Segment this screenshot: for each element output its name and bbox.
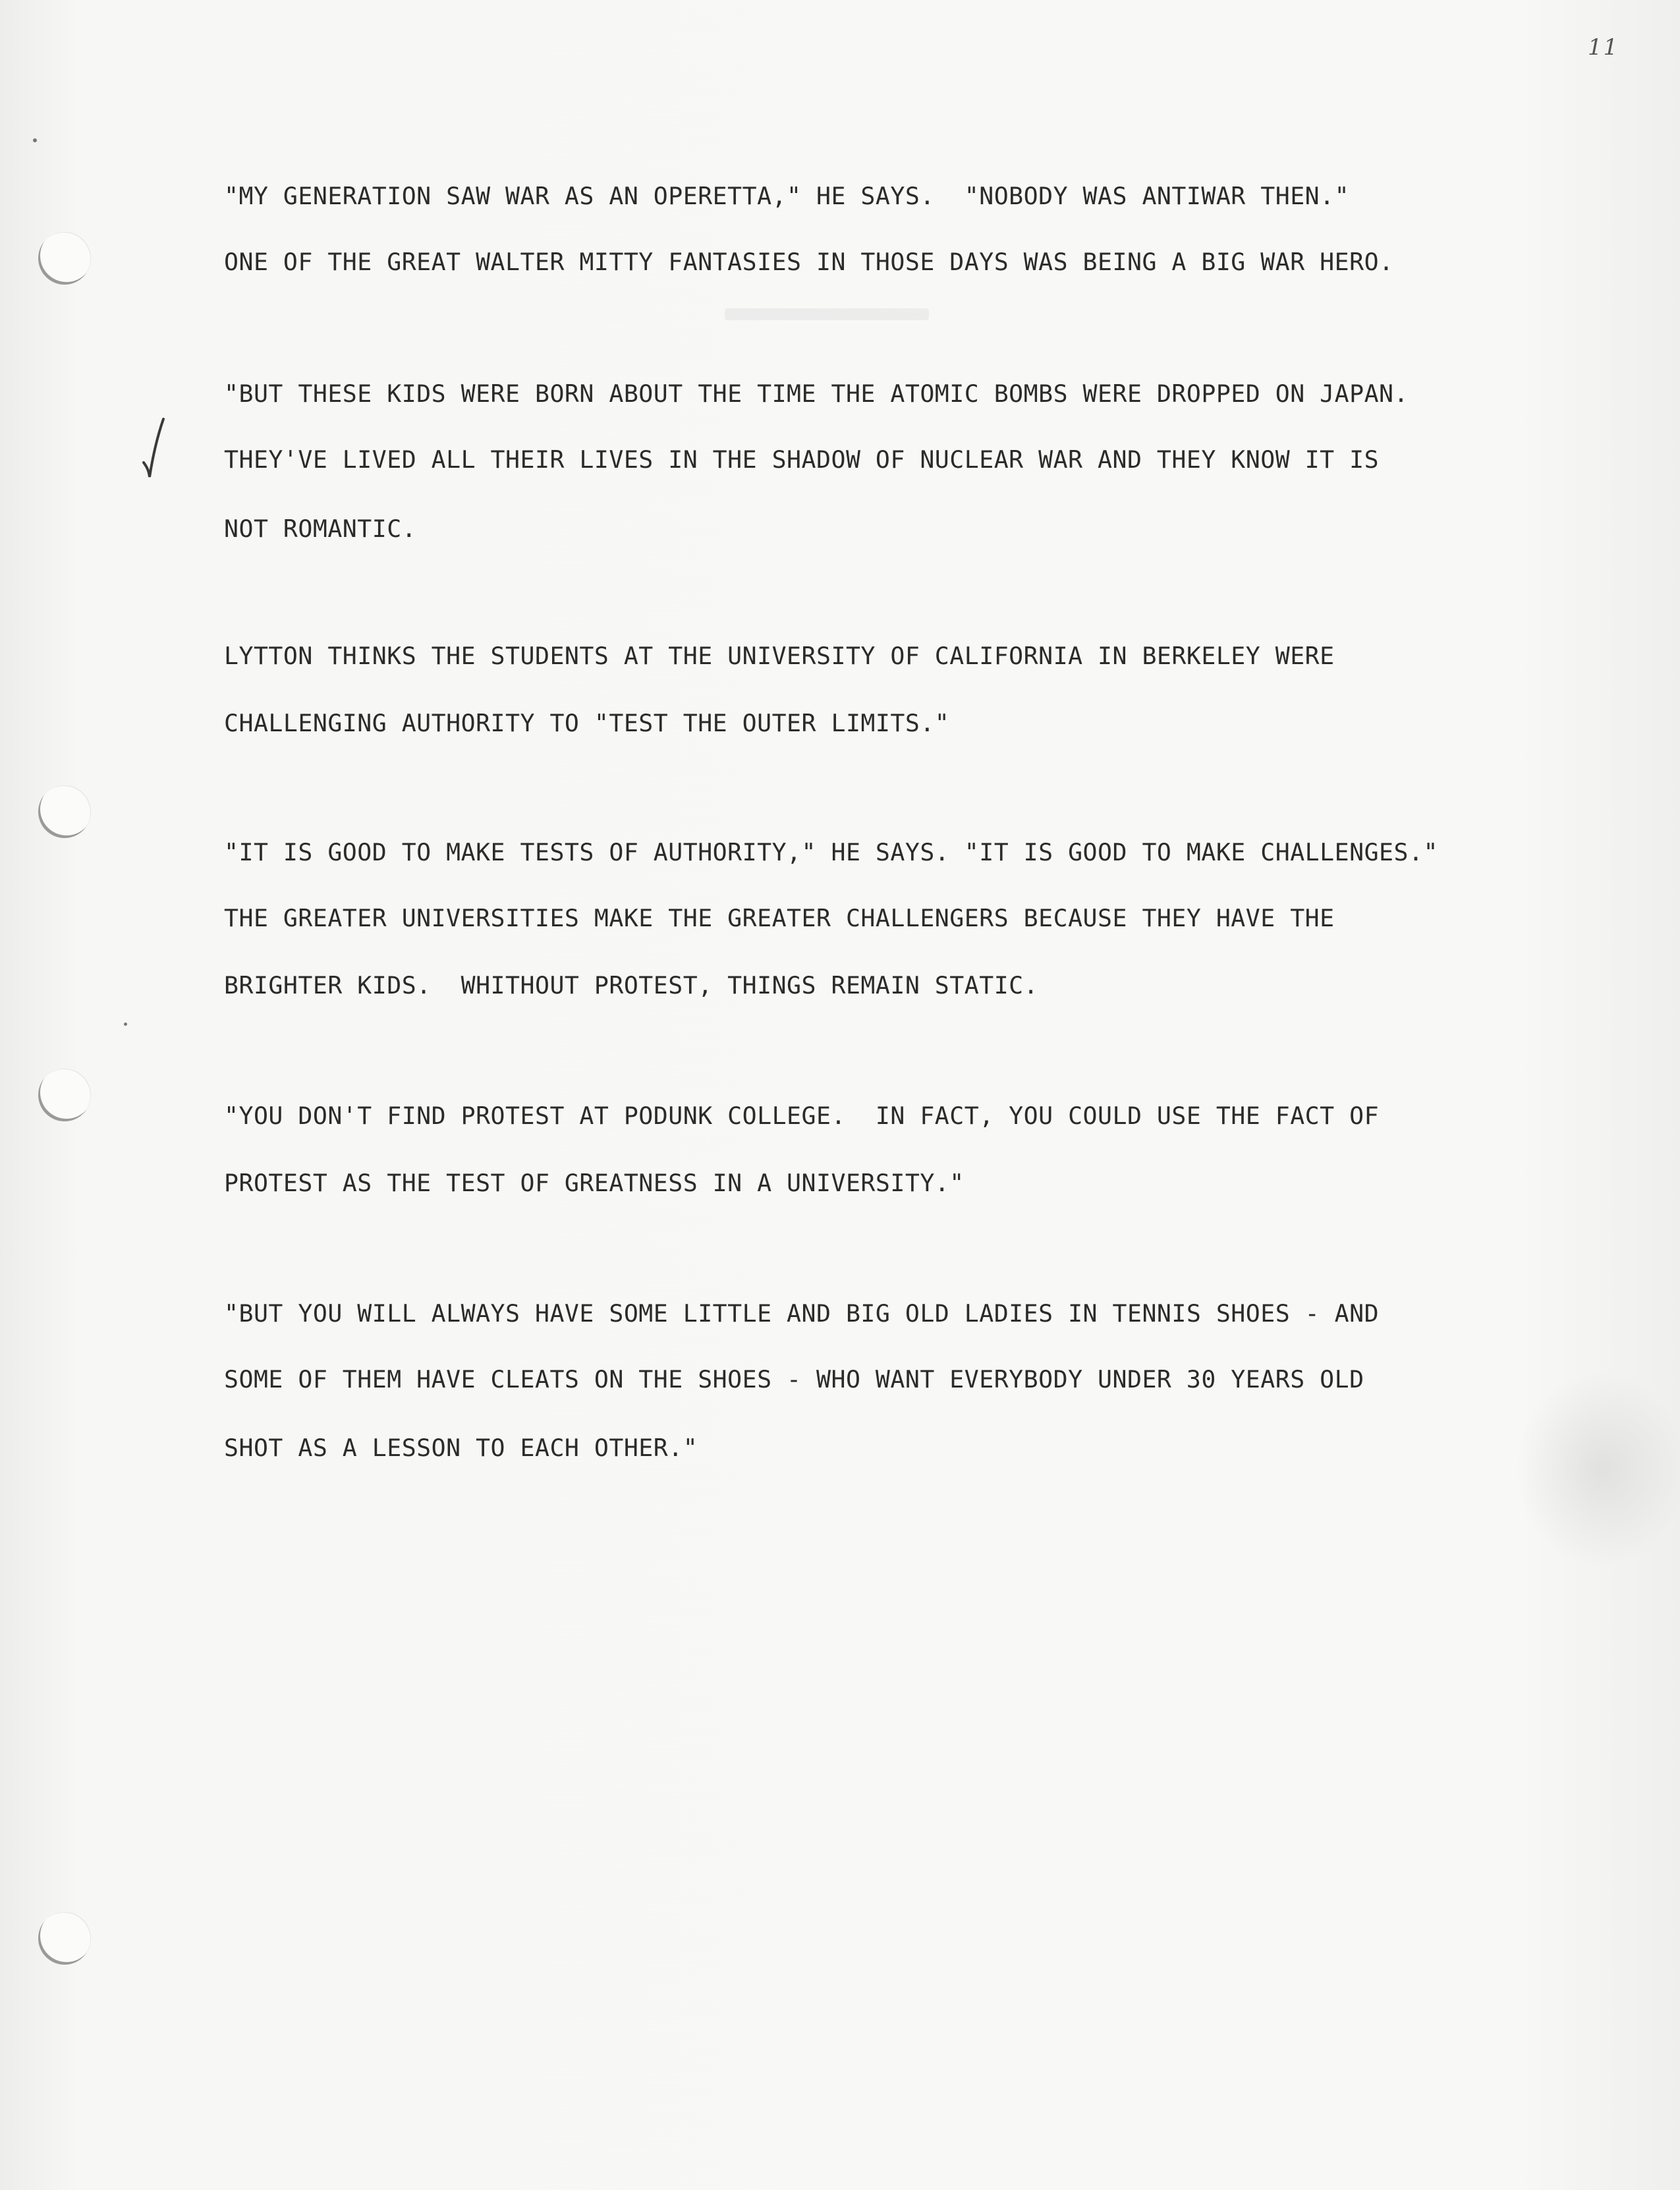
text-line: "YOU DON'T FIND PROTEST AT PODUNK COLLEGE. IN FACT, YOU COULD USE THE FACT OF xyxy=(224,1102,1380,1130)
text-line: "IT IS GOOD TO MAKE TESTS OF AUTHORITY," HE SAYS. "IT IS GOOD TO MAKE CHALLENGES." xyxy=(224,838,1438,866)
text-line: PROTEST AS THE TEST OF GREATNESS IN A UNIVERSITY." xyxy=(224,1169,965,1197)
text-line: THEY'VE LIVED ALL THEIR LIVES IN THE SHADOW OF NUCLEAR WAR AND THEY KNOW IT IS xyxy=(224,445,1380,474)
text-line: LYTTON THINKS THE STUDENTS AT THE UNIVERSITY OF CALIFORNIA IN BERKELEY WERE xyxy=(224,642,1335,670)
page-number: 11 xyxy=(1588,34,1619,61)
binder-hole-2 xyxy=(38,785,91,838)
binder-hole-3 xyxy=(38,1069,91,1121)
speck xyxy=(124,1023,127,1026)
text-line: "BUT THESE KIDS WERE BORN ABOUT THE TIME THE ATOMIC BOMBS WERE DROPPED ON JAPAN. xyxy=(224,379,1409,408)
paper-smudge xyxy=(1515,1370,1680,1568)
text-line: SHOT AS A LESSON TO EACH OTHER." xyxy=(224,1434,698,1462)
handwritten-checkmark-icon xyxy=(140,416,173,482)
text-line: SOME OF THEM HAVE CLEATS ON THE SHOES - WHO WANT EVERYBODY UNDER 30 YEARS OLD xyxy=(224,1365,1364,1393)
text-line: THE GREATER UNIVERSITIES MAKE THE GREATER CHALLENGERS BECAUSE THEY HAVE THE xyxy=(224,904,1335,932)
faint-bleedthrough xyxy=(725,308,929,320)
text-line: "MY GENERATION SAW WAR AS AN OPERETTA," HE SAYS. "NOBODY WAS ANTIWAR THEN." xyxy=(224,182,1350,210)
text-line: "BUT YOU WILL ALWAYS HAVE SOME LITTLE AND BIG OLD LADIES IN TENNIS SHOES - AND xyxy=(224,1299,1380,1328)
text-line: BRIGHTER KIDS. WHITHOUT PROTEST, THINGS REMAIN STATIC. xyxy=(224,971,1039,999)
text-line: CHALLENGING AUTHORITY TO "TEST THE OUTER LIMITS." xyxy=(224,709,950,737)
speck xyxy=(33,138,37,142)
text-line: NOT ROMANTIC. xyxy=(224,515,417,543)
text-line: ONE OF THE GREAT WALTER MITTY FANTASIES IN THOSE DAYS WAS BEING A BIG WAR HERO. xyxy=(224,248,1394,276)
binder-hole-1 xyxy=(38,232,91,285)
binder-hole-4 xyxy=(38,1912,91,1965)
